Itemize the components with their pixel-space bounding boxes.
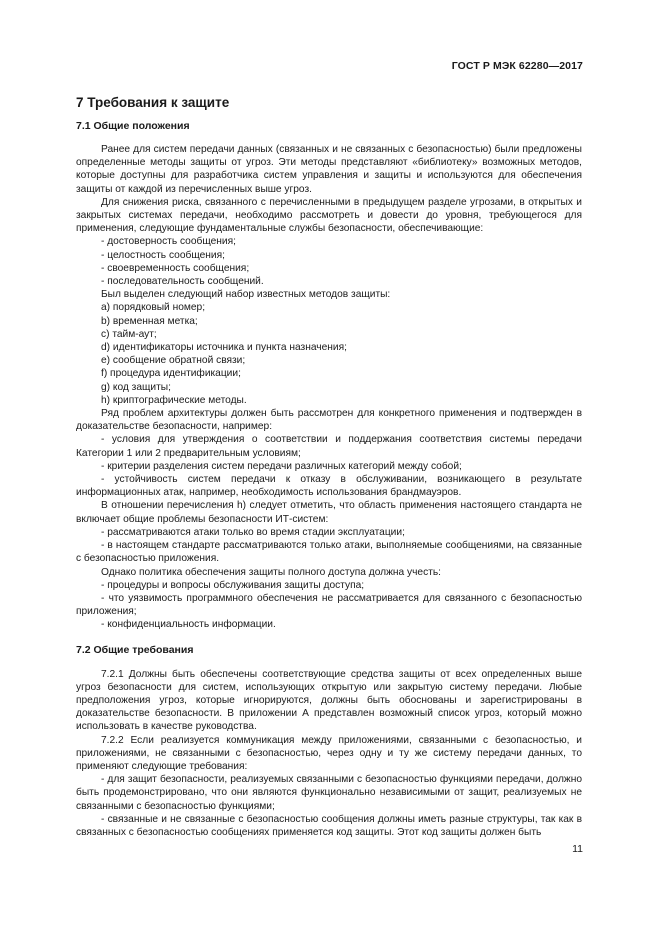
list-item: a) порядковый номер; [101,302,206,314]
list-item: - рассматриваются атаки только во время стадии эксплуатации; [101,526,405,538]
subsection-title-7-1: 7.1 Общие положения [76,120,190,132]
page-content [76,86,582,839]
list-item: - устойчивость систем передачи к отказу в обслуживании, возникающего в результате информационных атак, например, необходимость использования брандмауэров. [76,474,582,499]
paragraph: 7.2.1 Должны быть обеспечены соответствующие средства защиты от всех определенных выше угроз безопасности для систем, использующих открытую или закрытую систему передачи. Любые предположения угроз, которые игнорируются, должны быть обоснованы и зарегистрированы в доказательстве безопасности. В приложении А представлен возможный список угроз, который можно использовать в качестве руководства. [76,668,582,733]
page-number: 11 [572,843,583,855]
list-item: d) идентификаторы источника и пункта назначения; [101,342,347,354]
list-item: - критерии разделения систем передачи различных категорий между собой; [101,460,462,472]
list-item: - что уязвимость программного обеспечения не рассматривается для связанного с безопасностью приложения; [76,592,582,618]
list-item: - процедуры и вопросы обслуживания защиты доступа; [101,579,365,591]
list-item: - условия для утверждения о соответствии и поддержания соответствия системы передачи Категории 1 или 2 предварительным условиям; [76,434,582,459]
list-item: b) временная метка; [101,315,198,327]
list-item: - целостность сообщения; [101,249,225,261]
list-item: - своевременность сообщения; [101,262,250,274]
list-item: - достоверность сообщения; [101,236,236,248]
paragraph: В отношении перечисления h) следует отметить, что область применения настоящего стандарта не включает общие проблемы безопасности ИТ-систем: [76,500,582,525]
list-item: - последовательность сообщений. [101,276,264,288]
section-title: 7 Требования к защите [76,95,230,110]
paragraph: Ряд проблем архитектуры должен быть рассмотрен для конкретного применения и подтвержден в доказательстве безопасности, например: [76,408,582,433]
paragraph: Однако политика обеспечения защиты полного доступа должна учесть: [101,566,441,578]
list-item: - связанные и не связанные с безопасностью сообщения должны иметь разные структуры, так как в связанных с безопасностью сообщениях применяется код защиты. Этот код защиты должен быть [76,813,582,838]
list-item: - в настоящем стандарте рассматриваются только атаки, выполняемые сообщениями, на связанные с безопасностью приложения. [76,540,582,565]
paragraph: 7.2.2 Если реализуется коммуникация между приложениями, связанными с безопасностью, и приложениями, не связанными с безопасностью, через одну и ту же систему передачи данных, то применяют следующие требования: [76,734,582,772]
subsection-title-7-2: 7.2 Общие требования [76,643,194,656]
list-item: g) код защиты; [101,381,171,393]
paragraph: Был выделен следующий набор известных методов защиты: [101,289,391,301]
list-item: - конфиденциальность информации. [101,619,276,631]
paragraph: Ранее для систем передачи данных (связанных и не связанных с безопасностью) были предложены определенные методы защиты от угроз. Эти методы представляют «библиотеку» возможных методов, которые доступны для разработчика систем управления и защиты и используются для обеспечения защиты от каждой из перечисленных выше угроз. [76,144,582,195]
list-item: h) криптографические методы. [101,394,247,406]
list-item: f) процедура идентификации; [101,368,241,380]
document-header: ГОСТ Р МЭК 62280—2017 [451,60,583,72]
list-item: c) тайм-аут; [101,328,157,340]
list-item: - для защит безопасности, реализуемых связанными с безопасностью функциями передачи, должно быть продемонстрировано, что они являются функционально независимыми от защит, реализуемых не связанными с безопасностью функциями; [76,774,582,812]
paragraph: Для снижения риска, связанного с перечисленными в предыдущем разделе угрозами, в открытых и закрытых системах передачи, необходимо рассмотреть и довести до уровня, требующегося для применения, следующие фундаментальные службы безопасности, обеспечивающие: [76,196,582,235]
list-item: e) сообщение обратной связи; [101,355,246,367]
